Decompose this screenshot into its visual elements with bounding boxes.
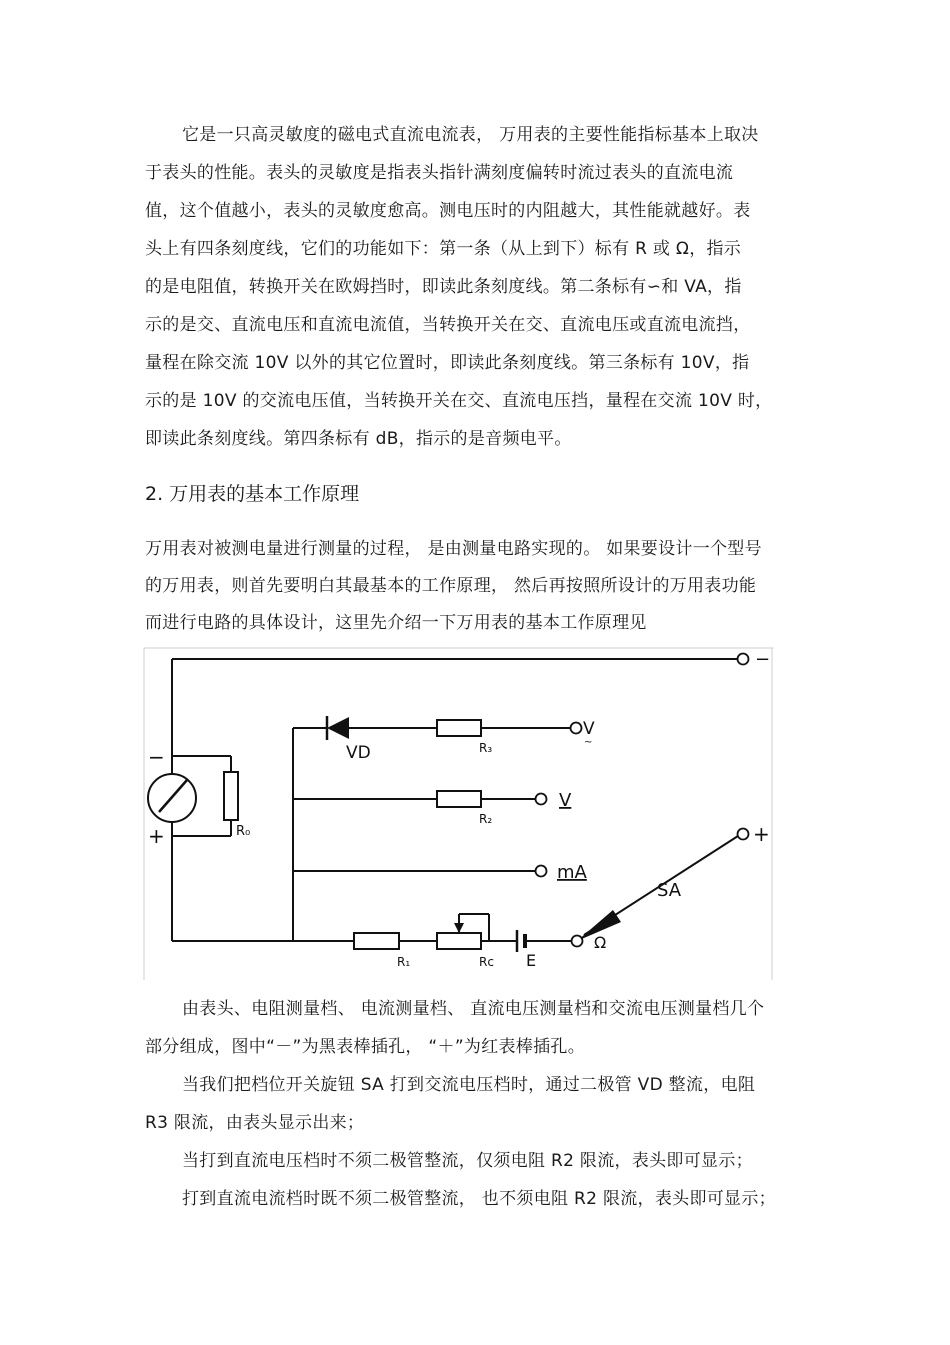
label-r0: R₀ (236, 824, 251, 839)
section-heading: 2. 万用表的基本工作原理 (145, 483, 360, 505)
paragraph-line: 即读此条刻度线。第四条标有 dB，指示的是音频电平。 (145, 429, 572, 449)
label-ohm: Ω (594, 933, 607, 952)
pot-arrow-icon (454, 923, 464, 933)
label-vd: VD (346, 743, 371, 763)
paragraph-line: 的是电阻值，转换开关在欧姆挡时，即读此条刻度线。第二条标有∽和 VA，指 (145, 277, 742, 297)
label-rc: Rc (479, 955, 494, 969)
diode-vd-icon (327, 717, 349, 739)
label-v-ac-sub: ~ (584, 737, 593, 748)
terminal-plus (738, 829, 749, 840)
paragraph-line: 的万用表，则首先要明白其最基本的工作原理， 然后再按照所设计的万用表功能 (145, 576, 757, 596)
label-v-ac: V (583, 719, 595, 739)
paragraph-line: 万用表对被测电量进行测量的过程， 是由测量电路实现的。 如果要设计一个型号 (145, 539, 762, 559)
paragraph-line: 打到直流电流档时既不须二极管整流， 也不须电阻 R2 限流，表头即可显示； (182, 1189, 776, 1209)
paragraph-line: 值，这个值越小，表头的灵敏度愈高。测电压时的内阻越大，其性能就越好。表 (145, 201, 751, 221)
resistor-r0 (224, 772, 238, 820)
paragraph-line: 由表头、电阻测量档、 电流测量档、 直流电压测量档和交流电压测量档几个 (182, 999, 765, 1019)
paragraph-line: 头上有四条刻度线，它们的功能如下：第一条（从上到下）标有 R 或 Ω，指示 (145, 239, 742, 259)
paragraph-line: 当打到直流电压档时不须二极管整流，仅须电阻 R2 限流，表头即可显示； (182, 1151, 753, 1171)
label-r3: R₃ (479, 741, 493, 755)
label-e: E (526, 951, 537, 970)
resistor-r2 (437, 791, 481, 807)
paragraph-line: 示的是交、直流电压和直流电流值，当转换开关在交、直流电压或直流电流挡， (145, 315, 751, 335)
label-ma: mA (557, 862, 587, 883)
paragraph-line: 示的是 10V 的交流电压值，当转换开关在交、直流电压挡，量程在交流 10V 时， (145, 391, 773, 411)
label-meter-plus: + (148, 824, 165, 848)
paragraph-line: 部分组成，图中“－”为黑表棒插孔， “＋”为红表棒插孔。 (145, 1037, 586, 1057)
multimeter-circuit-diagram (143, 646, 775, 982)
terminal-ma (536, 866, 547, 877)
paragraph-line: 量程在除交流 10V 以外的其它位置时，即读此条刻度线。第三条标有 10V，指 (145, 353, 750, 373)
label-r2: R₂ (479, 812, 493, 826)
terminal-minus (738, 654, 749, 665)
label-v-dc: V (559, 790, 572, 811)
terminal-v-ac (571, 723, 582, 734)
paragraph-line: 于表头的性能。表头的灵敏度是指表头指针满刻度偏转时流过表头的直流电流 (145, 163, 734, 183)
label-plus-right: + (753, 822, 770, 846)
paragraph-line: 它是一只高灵敏度的磁电式直流电流表， 万用表的主要性能指标基本上取决 (182, 125, 759, 145)
paragraph-line: 当我们把档位开关旋钮 SA 打到交流电压档时，通过二极管 VD 整流，电阻 (182, 1075, 756, 1095)
paragraph-line: 而进行电路的具体设计，这里先介绍一下万用表的基本工作原理见 (145, 613, 647, 633)
label-r1: R₁ (397, 955, 411, 969)
terminal-v-dc (536, 794, 547, 805)
potentiometer-rc (437, 933, 481, 949)
label-sa: SA (657, 880, 682, 901)
meter-needle (159, 780, 187, 812)
paragraph-line: R3 限流，由表头显示出来； (145, 1113, 365, 1133)
label-meter-minus: − (148, 745, 165, 769)
label-minus-top: − (755, 649, 771, 670)
resistor-r1 (354, 933, 399, 949)
resistor-r3 (437, 720, 481, 736)
terminal-ohm (572, 936, 583, 947)
circuit-svg (143, 646, 775, 982)
